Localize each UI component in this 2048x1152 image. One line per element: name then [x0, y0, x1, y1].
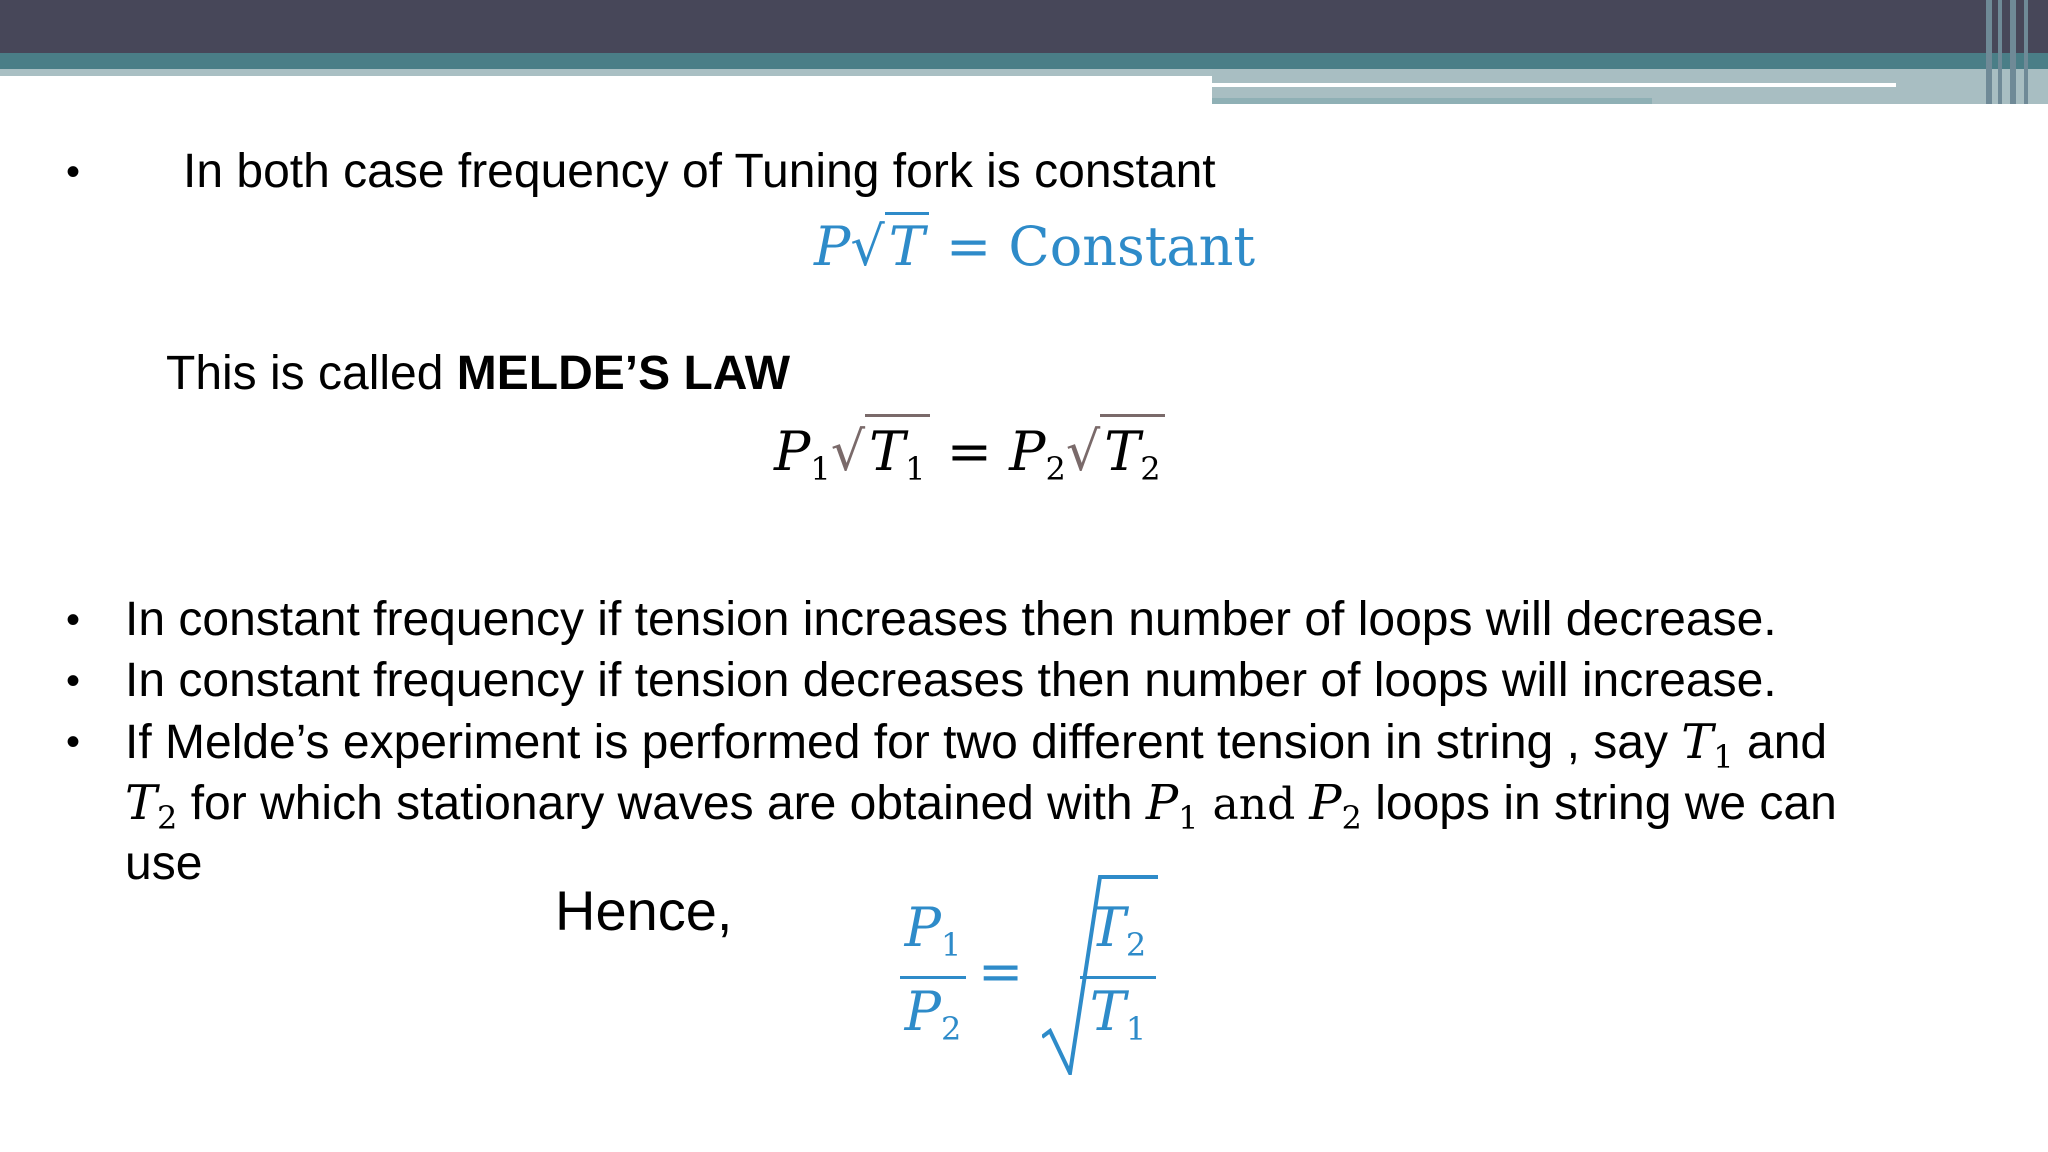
- bullet-marker: •: [66, 720, 81, 764]
- point-melde-experiment-line3: use: [125, 837, 203, 890]
- header-teal-bar: [0, 53, 2048, 69]
- header-light-line: [0, 69, 1212, 76]
- fraction-t2-over-t1: [1080, 897, 1156, 1062]
- header-dark-bar: [0, 0, 2048, 54]
- sqrt-sign: √: [850, 215, 885, 278]
- formula-ratio: [900, 875, 1160, 1075]
- formula-p1: $P_1$: [774, 420, 831, 488]
- formula-rhs: = Constant: [945, 215, 1256, 278]
- bullet-marker: •: [66, 150, 81, 194]
- fraction-numerator: $P_1$: [904, 896, 962, 964]
- header-white-line: [1212, 83, 1896, 87]
- fraction-denominator: $P_2$: [904, 980, 962, 1048]
- header-edge-stripe: [2024, 0, 2028, 104]
- bullet-marker: •: [66, 598, 81, 642]
- header-edge-stripe: [1986, 0, 1992, 104]
- melde-law-title: MELDE’S LAW: [456, 347, 791, 400]
- radicand-numerator: $T_2$: [1089, 896, 1147, 964]
- sqrt-sign: √: [830, 420, 866, 483]
- formula-symbol-p: P: [814, 215, 851, 278]
- symbol-p1: $P_1$: [1145, 775, 1199, 837]
- point-melde-experiment-line1: If Melde’s experiment is performed for two different tension in string , say $T_1$ and: [125, 714, 1828, 776]
- sqrt-radicand-t1: $T_1$: [865, 414, 929, 504]
- header-underline: [1212, 98, 1652, 104]
- melde-prefix: This is called: [166, 347, 457, 400]
- sqrt-radicand: T: [885, 212, 929, 279]
- bullet-marker: •: [66, 659, 81, 703]
- formula-p2: $P_2$: [1009, 420, 1066, 488]
- header-edge-stripe: [1998, 0, 2002, 104]
- statement-constant-frequency: In both case frequency of Tuning fork is constant: [183, 145, 1216, 198]
- point-tension-decrease: In constant frequency if tension decreases then number of loops will increase.: [125, 654, 1777, 707]
- symbol-t2: $T_2$: [125, 775, 178, 837]
- symbol-p2: $P_2$: [1309, 775, 1362, 837]
- formula-p-sqrt-t-constant: [814, 212, 1255, 279]
- formula-p1-sqrt-t1-equals-p2-sqrt-t2: [774, 414, 1165, 504]
- melde-law-line: [166, 344, 790, 404]
- fraction-p1-over-p2: [900, 897, 966, 1062]
- point-melde-experiment-line2: $T_2$ for which stationary waves are obtained with $P_1$ and $P_2$ loops in string we can: [125, 775, 1837, 837]
- equals-sign: =: [978, 940, 1024, 1003]
- equals-sign: =: [946, 420, 992, 483]
- radicand-denominator: $T_1$: [1089, 980, 1147, 1048]
- hence-label: Hence,: [555, 879, 733, 942]
- point-tension-increase: In constant frequency if tension increases then number of loops will decrease.: [125, 593, 1777, 646]
- symbol-t1: $T_1$: [1681, 714, 1734, 776]
- sqrt-radicand-t2: $T_2$: [1100, 414, 1164, 504]
- header-edge-stripe: [2010, 0, 2016, 104]
- sqrt-sign: √: [1065, 420, 1101, 483]
